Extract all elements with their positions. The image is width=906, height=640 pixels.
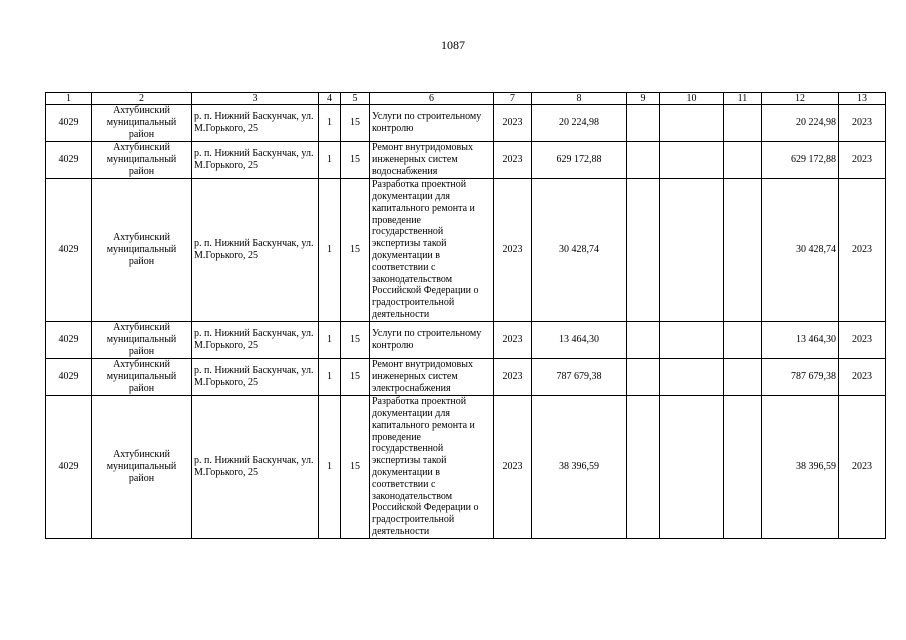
column-number: 2 [92, 93, 192, 105]
address-cell: р. п. Нижний Баскунчак, ул. М.Горького, 25 [192, 322, 319, 359]
col11-cell [724, 359, 762, 396]
column-number: 4 [319, 93, 341, 105]
fund-cost-cell: 38 396,59 [762, 396, 839, 539]
col4-cell: 1 [319, 359, 341, 396]
column-number: 3 [192, 93, 319, 105]
municipality-cell: Ахтубинский муниципальный район [92, 179, 192, 322]
column-number: 5 [341, 93, 370, 105]
year-cell: 2023 [494, 359, 532, 396]
work-type-cell: Услуги по строительному контролю [370, 105, 494, 142]
table-row [46, 322, 886, 359]
col11-cell [724, 105, 762, 142]
address-cell: р. п. Нижний Баскунчак, ул. М.Горького, 25 [192, 105, 319, 142]
cost-cell: 629 172,88 [532, 142, 627, 179]
col9-cell [627, 396, 660, 539]
fund-cost-cell: 629 172,88 [762, 142, 839, 179]
page-number: 1087 [441, 38, 465, 52]
col4-cell: 1 [319, 396, 341, 539]
col10-cell [660, 359, 724, 396]
col4-cell: 1 [319, 322, 341, 359]
col5-cell: 15 [341, 105, 370, 142]
municipality-cell: Ахтубинский муниципальный район [92, 396, 192, 539]
completion-year-cell: 2023 [839, 179, 886, 322]
table-row [46, 396, 886, 539]
cost-cell: 13 464,30 [532, 322, 627, 359]
column-number: 7 [494, 93, 532, 105]
municipality-cell: Ахтубинский муниципальный район [92, 322, 192, 359]
cost-cell: 30 428,74 [532, 179, 627, 322]
column-number: 1 [46, 93, 92, 105]
col11-cell [724, 322, 762, 359]
col10-cell [660, 322, 724, 359]
work-type-cell: Ремонт внутридомовых инженерных систем электроснабжения [370, 359, 494, 396]
table-row [46, 359, 886, 396]
col4-cell: 1 [319, 179, 341, 322]
col11-cell [724, 179, 762, 322]
column-number: 13 [839, 93, 886, 105]
object-id-cell: 4029 [46, 142, 92, 179]
work-type-cell: Услуги по строительному контролю [370, 322, 494, 359]
col4-cell: 1 [319, 142, 341, 179]
municipality-cell: Ахтубинский муниципальный район [92, 105, 192, 142]
address-cell: р. п. Нижний Баскунчак, ул. М.Горького, 25 [192, 179, 319, 322]
completion-year-cell: 2023 [839, 142, 886, 179]
object-id-cell: 4029 [46, 396, 92, 539]
col9-cell [627, 359, 660, 396]
col11-cell [724, 396, 762, 539]
address-cell: р. п. Нижний Баскунчак, ул. М.Горького, 25 [192, 142, 319, 179]
address-cell: р. п. Нижний Баскунчак, ул. М.Горького, 25 [192, 359, 319, 396]
column-number: 12 [762, 93, 839, 105]
cost-cell: 787 679,38 [532, 359, 627, 396]
col5-cell: 15 [341, 359, 370, 396]
fund-cost-cell: 13 464,30 [762, 322, 839, 359]
col9-cell [627, 322, 660, 359]
work-type-cell: Разработка проектной документации для капитального ремонта и проведение государственной экспертизы такой документации в соответствии с законодательством Российской Федерации о градостроительной деятельности [370, 179, 494, 322]
year-cell: 2023 [494, 142, 532, 179]
table-row [46, 179, 886, 322]
column-number: 10 [660, 93, 724, 105]
completion-year-cell: 2023 [839, 322, 886, 359]
object-id-cell: 4029 [46, 359, 92, 396]
object-id-cell: 4029 [46, 322, 92, 359]
column-number: 6 [370, 93, 494, 105]
col10-cell [660, 142, 724, 179]
col10-cell [660, 105, 724, 142]
completion-year-cell: 2023 [839, 105, 886, 142]
col9-cell [627, 179, 660, 322]
col9-cell [627, 142, 660, 179]
repair-program-table [45, 92, 886, 539]
municipality-cell: Ахтубинский муниципальный район [92, 359, 192, 396]
column-number: 11 [724, 93, 762, 105]
object-id-cell: 4029 [46, 179, 92, 322]
work-type-cell: Ремонт внутридомовых инженерных систем водоснабжения [370, 142, 494, 179]
col4-cell: 1 [319, 105, 341, 142]
col9-cell [627, 105, 660, 142]
column-number: 9 [627, 93, 660, 105]
year-cell: 2023 [494, 179, 532, 322]
fund-cost-cell: 787 679,38 [762, 359, 839, 396]
year-cell: 2023 [494, 322, 532, 359]
object-id-cell: 4029 [46, 105, 92, 142]
col5-cell: 15 [341, 179, 370, 322]
table-row [46, 105, 886, 142]
fund-cost-cell: 30 428,74 [762, 179, 839, 322]
year-cell: 2023 [494, 396, 532, 539]
completion-year-cell: 2023 [839, 359, 886, 396]
cost-cell: 20 224,98 [532, 105, 627, 142]
col5-cell: 15 [341, 396, 370, 539]
municipality-cell: Ахтубинский муниципальный район [92, 142, 192, 179]
year-cell: 2023 [494, 105, 532, 142]
completion-year-cell: 2023 [839, 396, 886, 539]
address-cell: р. п. Нижний Баскунчак, ул. М.Горького, 25 [192, 396, 319, 539]
table-row [46, 142, 886, 179]
col10-cell [660, 179, 724, 322]
col5-cell: 15 [341, 322, 370, 359]
cost-cell: 38 396,59 [532, 396, 627, 539]
col11-cell [724, 142, 762, 179]
work-type-cell: Разработка проектной документации для капитального ремонта и проведение государственной экспертизы такой документации в соответствии с законодательством Российской Федерации о градостроительной деятельности [370, 396, 494, 539]
column-number: 8 [532, 93, 627, 105]
table-body [46, 93, 886, 539]
column-number-row [46, 93, 886, 105]
col5-cell: 15 [341, 142, 370, 179]
fund-cost-cell: 20 224,98 [762, 105, 839, 142]
col10-cell [660, 396, 724, 539]
